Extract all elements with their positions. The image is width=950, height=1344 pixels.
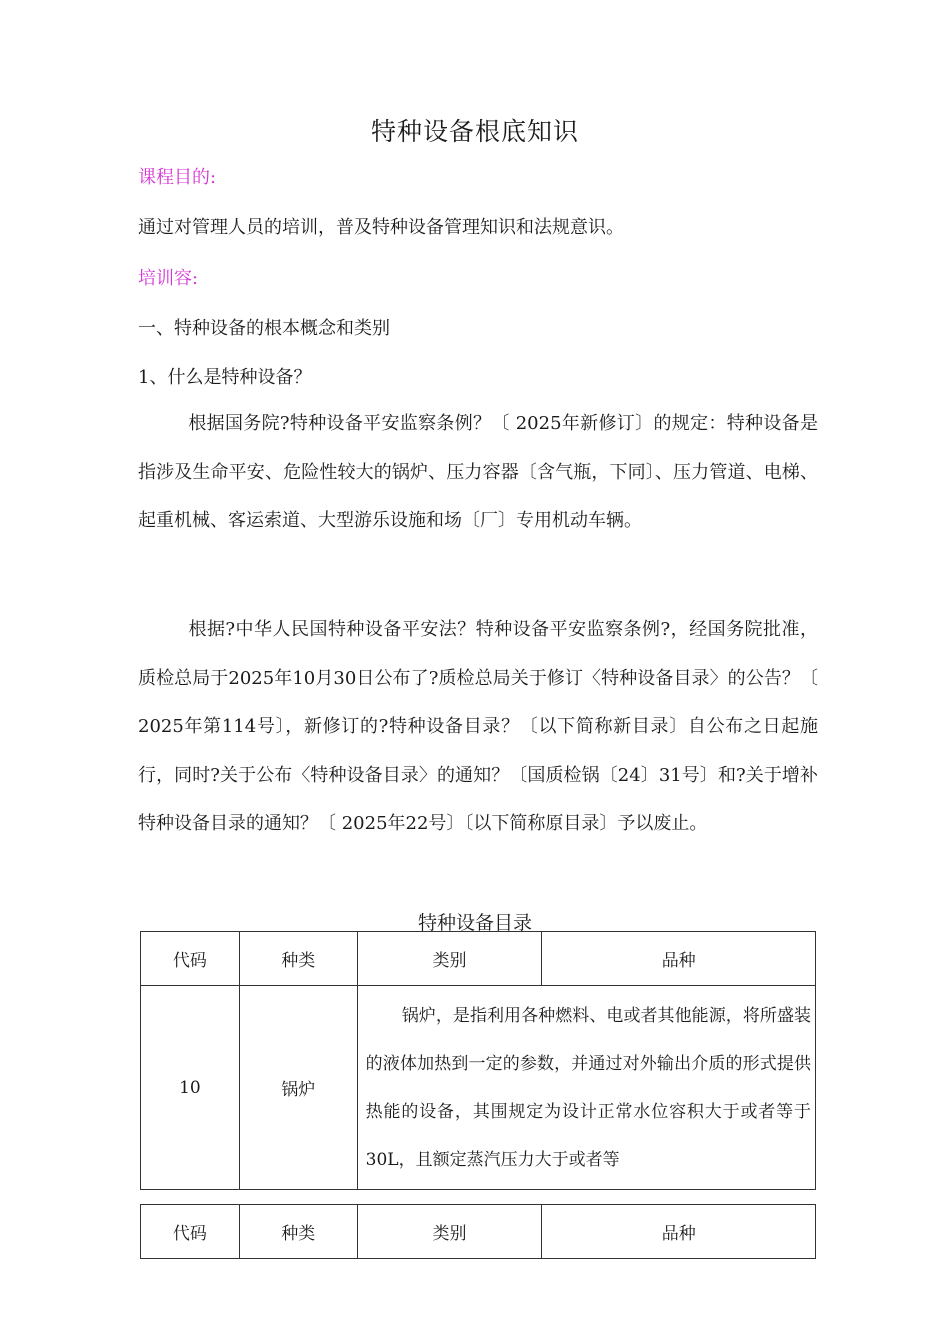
header-category: 类别 — [357, 1205, 542, 1259]
equipment-catalog-table-continued — [140, 1204, 816, 1259]
cell-code: 10 — [141, 986, 240, 1190]
course-goal-text: 通过对管理人员的培训，普及特种设备管理知识和法规意识。 — [138, 217, 624, 238]
table-header-row — [141, 1205, 816, 1259]
paragraph-catalog-revision — [138, 606, 818, 849]
section-heading-1: 一、特种设备的根本概念和类别 — [138, 318, 390, 339]
cell-description-text: 锅炉，是指利用各种燃料、电或者其他能源，将所盛装的液体加热到一定的参数，并通过对外输出介质的形式提供热能的设备，其围规定为设计正常水位容积大于或者等于30L，且额定蒸汽压力大于或者等 — [365, 1005, 811, 1170]
course-goal-heading: 课程目的: — [138, 167, 217, 188]
header-variety: 品种 — [542, 1205, 816, 1259]
header-kind: 种类 — [239, 1205, 357, 1259]
paragraph-definition — [138, 400, 818, 546]
training-content-heading: 培训容: — [138, 268, 199, 289]
header-code: 代码 — [141, 1205, 240, 1259]
equipment-catalog-table — [140, 931, 816, 1190]
cell-kind: 锅炉 — [239, 986, 357, 1190]
paragraph-definition-text: 根据国务院?特种设备平安监察条例？〔 2025年新修订〕的规定：特种设备是指涉及生命平安、危险性较大的锅炉、压力容器〔含气瓶，下同〕、压力管道、电梯、起重机械、客运索道、大型游乐设施和场〔厂〕专用机动车辆。 — [138, 413, 818, 531]
question-heading-1: 1、什么是特种设备？ — [138, 367, 312, 388]
table-caption: 特种设备目录 — [417, 912, 532, 934]
header-category: 类别 — [357, 932, 542, 986]
cell-description — [357, 986, 815, 1190]
paragraph-catalog-revision-text: 根据?中华人民国特种设备平安法？特种设备平安监察条例?，经国务院批准，质检总局于2025年10月30日公布了?质检总局关于修订〈特种设备目录〉的公告？〔 2025年第114号〕，新修订的?特种设备目录？〔以下简称新目录〕自公布之日起施行，同时?关于公布〈特种设备目录〉的通知？〔国质检锅〔24〕31号〕和?关于增补特种设备目录的通知？〔 2025年22号〕〔以下简称原目录〕予以废止。 — [138, 619, 818, 834]
table-row — [141, 986, 816, 1190]
document-title: 特种设备根底知识 — [370, 117, 579, 146]
table-header-row — [141, 932, 816, 986]
header-code: 代码 — [141, 932, 240, 986]
header-variety: 品种 — [542, 932, 816, 986]
header-kind: 种类 — [239, 932, 357, 986]
